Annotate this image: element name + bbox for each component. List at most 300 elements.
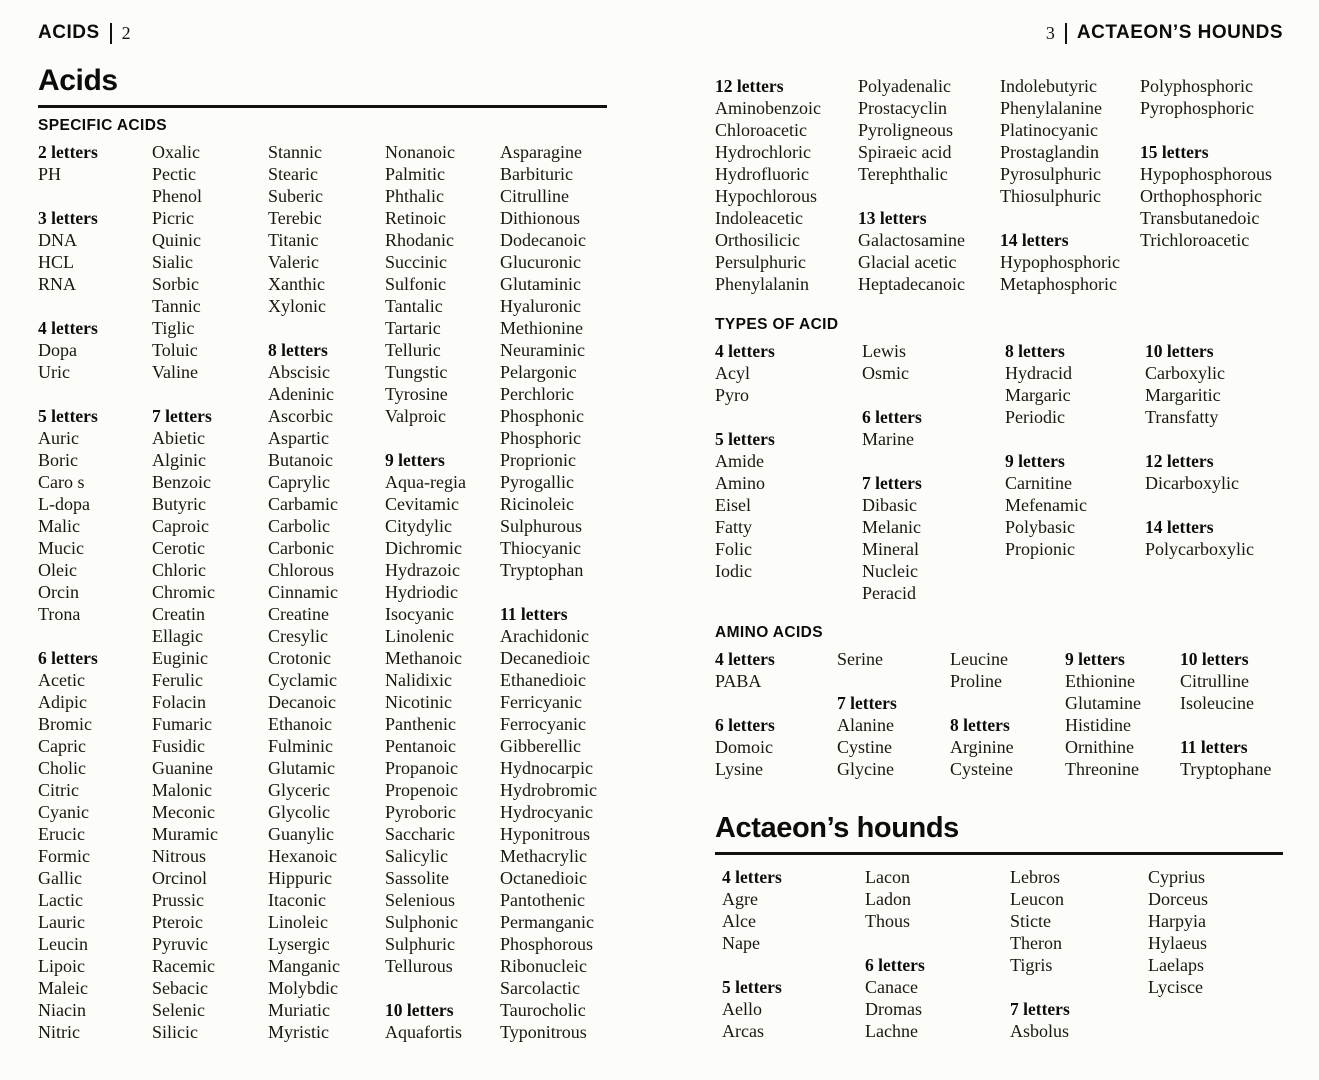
word-entry: Citydylic [385, 516, 452, 536]
word-entry: Cerotic [152, 538, 205, 558]
word-entry: Hexanoic [268, 846, 337, 866]
word-entry: Carbonic [268, 538, 334, 558]
word-entry: Glycolic [268, 802, 330, 822]
word-entry: Prostacyclin [858, 98, 947, 118]
blank-row [862, 450, 1005, 472]
word-entry: Arachidonic [500, 626, 589, 646]
blank-row [500, 581, 610, 603]
word-entry: Stearic [268, 164, 318, 184]
letter-count-heading: 10 letters [1180, 649, 1249, 669]
amino-acids-list [715, 648, 1319, 780]
word-entry: Racemic [152, 956, 215, 976]
word-entry: Pyrophosphoric [1140, 98, 1254, 118]
word-entry: Lebros [1010, 867, 1060, 887]
word-entry: Pteroic [152, 912, 203, 932]
word-entry: Propionic [1005, 539, 1075, 559]
word-entry: Citrulline [500, 186, 569, 206]
word-entry: Abietic [152, 428, 205, 448]
word-entry: Fulminic [268, 736, 334, 756]
word-entry: Theron [1010, 933, 1062, 953]
word-entry: Thous [865, 911, 910, 931]
word-list-column [1010, 866, 1148, 1042]
word-entry: Periodic [1005, 407, 1065, 427]
word-entry: Chloric [152, 560, 206, 580]
right-page-number: 3 [1045, 22, 1055, 43]
letter-count-heading: 14 letters [1145, 517, 1214, 537]
word-entry: Orthosilicic [715, 230, 800, 250]
word-entry: Cyclamic [268, 670, 337, 690]
letter-count-heading: 7 letters [862, 473, 922, 493]
word-entry: Fatty [715, 517, 753, 537]
word-entry: Tigris [1010, 955, 1053, 975]
word-entry: Metaphosphoric [1000, 274, 1117, 294]
word-entry: Sulphuric [385, 934, 455, 954]
word-list-column [1148, 866, 1283, 998]
word-entry: Spiraeic acid [858, 142, 952, 162]
word-entry: Pectic [152, 164, 196, 184]
word-entry: Adipic [38, 692, 87, 712]
word-entry: Ornithine [1065, 737, 1134, 757]
word-entry: Hydrocyanic [500, 802, 593, 822]
word-entry: Cystine [837, 737, 893, 757]
word-entry: HCL [38, 252, 74, 272]
word-entry: Ferricyanic [500, 692, 582, 712]
word-entry: Picric [152, 208, 194, 228]
word-entry: Pantothenic [500, 890, 585, 910]
word-entry: Pyroboric [385, 802, 456, 822]
letter-count-heading: 5 letters [722, 977, 782, 997]
word-entry: Orthophosphoric [1140, 186, 1262, 206]
word-entry: Hyaluronic [500, 296, 581, 316]
word-entry: Decanedioic [500, 648, 590, 668]
word-entry: Lauric [38, 912, 85, 932]
word-entry: Titanic [268, 230, 319, 250]
word-list-column [1180, 648, 1319, 780]
word-entry: Stannic [268, 142, 322, 162]
word-entry: Osmic [862, 363, 909, 383]
blank-row [1000, 207, 1140, 229]
word-entry: Oxalic [152, 142, 200, 162]
word-entry: Panthenic [385, 714, 456, 734]
word-list-column [858, 75, 1000, 295]
letter-count-heading: 6 letters [38, 648, 98, 668]
word-entry: Hylaeus [1148, 933, 1207, 953]
word-entry: Oleic [38, 560, 77, 580]
word-entry: Ferulic [152, 670, 203, 690]
word-entry: Phenol [152, 186, 203, 206]
word-entry: Hypochlorous [715, 186, 817, 206]
word-entry: Molybdic [268, 978, 338, 998]
word-entry: Proprionic [500, 450, 576, 470]
word-list-column [715, 75, 858, 295]
word-entry: Dithionous [500, 208, 581, 228]
specific-acids-list [38, 141, 610, 1043]
word-entry: Hydrazoic [385, 560, 460, 580]
word-entry: RNA [38, 274, 77, 294]
word-entry: Folic [715, 539, 753, 559]
word-entry: Chloroacetic [715, 120, 807, 140]
word-entry: Methacrylic [500, 846, 587, 866]
word-entry: Canace [865, 977, 918, 997]
word-entry: Ferrocyanic [500, 714, 586, 734]
letter-count-heading: 4 letters [38, 318, 98, 338]
word-entry: Cyanic [38, 802, 89, 822]
word-entry: Gibberellic [500, 736, 581, 756]
word-entry: Aminobenzoic [715, 98, 821, 118]
word-entry: Hyponitrous [500, 824, 590, 844]
word-entry: Margaritic [1145, 385, 1221, 405]
word-entry: Sialic [152, 252, 193, 272]
word-entry: Phosphonic [500, 406, 585, 426]
word-entry: Decanoic [268, 692, 336, 712]
word-entry: Sebacic [152, 978, 208, 998]
word-entry: Ribonucleic [500, 956, 587, 976]
word-entry: Pelargonic [500, 362, 577, 382]
word-entry: Mineral [862, 539, 919, 559]
word-entry: Nucleic [862, 561, 918, 581]
word-entry: Typonitrous [500, 1022, 587, 1042]
word-entry: Muriatic [268, 1000, 330, 1020]
letter-count-heading: 8 letters [268, 340, 328, 360]
letter-count-heading: 4 letters [722, 867, 782, 887]
word-entry: Thiosulphuric [1000, 186, 1101, 206]
word-entry: Fusidic [152, 736, 206, 756]
letter-count-heading: 8 letters [950, 715, 1010, 735]
word-entry: Prussic [152, 890, 205, 910]
word-entry: Maleic [38, 978, 88, 998]
letter-count-heading: 10 letters [385, 1000, 454, 1020]
word-entry: Transfatty [1145, 407, 1219, 427]
blank-row [1010, 976, 1148, 998]
word-entry: Arcas [722, 1021, 764, 1041]
blank-row [837, 670, 950, 692]
letter-count-heading: 6 letters [865, 955, 925, 975]
word-entry: Chromic [152, 582, 215, 602]
word-entry: Benzoic [152, 472, 211, 492]
word-entry: Heptadecanoic [858, 274, 965, 294]
actaeons-hounds-list [722, 866, 1283, 1042]
word-entry: Capric [38, 736, 86, 756]
word-entry: Hydrochloric [715, 142, 811, 162]
blank-row [38, 383, 152, 405]
blank-row [722, 954, 865, 976]
word-entry: Asparagine [500, 142, 582, 162]
letter-count-heading: 11 letters [1180, 737, 1248, 757]
word-entry: Dopa [38, 340, 77, 360]
word-entry: Sassolite [385, 868, 450, 888]
word-entry: Galactosamine [858, 230, 965, 250]
word-entry: Sulphurous [500, 516, 583, 536]
word-entry: Nitric [38, 1022, 80, 1042]
word-entry: Hydrofluoric [715, 164, 809, 184]
blank-row [1145, 428, 1295, 450]
word-entry: Mucic [38, 538, 84, 558]
right-running-head [1046, 22, 1283, 44]
word-entry: Myristic [268, 1022, 329, 1042]
letter-count-heading: 7 letters [1010, 999, 1070, 1019]
word-entry: Trona [38, 604, 81, 624]
word-entry: Lactic [38, 890, 83, 910]
right-runhead-title: ACTAEON’S HOUNDS [1076, 22, 1283, 43]
word-entry: Palmitic [385, 164, 445, 184]
word-entry: Hydrobromic [500, 780, 597, 800]
letter-count-heading: 3 letters [38, 208, 98, 228]
word-entry: Caprylic [268, 472, 330, 492]
word-entry: Ethionine [1065, 671, 1135, 691]
word-list-column [152, 141, 268, 1043]
word-entry: Guanine [152, 758, 213, 778]
word-entry: Polyphosphoric [1140, 76, 1254, 96]
word-entry: Chlorous [268, 560, 335, 580]
word-entry: Leucin [38, 934, 88, 954]
blank-row [950, 692, 1065, 714]
word-entry: Methionine [500, 318, 583, 338]
word-entry: Phthalic [385, 186, 444, 206]
word-entry: Margaric [1005, 385, 1071, 405]
word-entry: Sticte [1010, 911, 1051, 931]
word-entry: Carbamic [268, 494, 338, 514]
letter-count-heading: 8 letters [1005, 341, 1065, 361]
word-entry: Glyceric [268, 780, 330, 800]
word-entry: Guanylic [268, 824, 334, 844]
word-entry: DNA [38, 230, 77, 250]
blank-row [715, 406, 862, 428]
blank-row [38, 185, 152, 207]
word-entry: Itaconic [268, 890, 326, 910]
word-entry: Amide [715, 451, 764, 471]
word-entry: Melanic [862, 517, 921, 537]
word-list-column [715, 648, 837, 780]
letter-count-heading: 12 letters [715, 76, 784, 96]
word-entry: Lachne [865, 1021, 918, 1041]
word-entry: Hydnocarpic [500, 758, 593, 778]
word-entry: Propenoic [385, 780, 458, 800]
word-entry: Permanganic [500, 912, 594, 932]
letter-count-heading: 6 letters [715, 715, 775, 735]
word-entry: Formic [38, 846, 90, 866]
word-entry: Xanthic [268, 274, 325, 294]
word-entry: Adeninic [268, 384, 334, 404]
word-entry: Abscisic [268, 362, 330, 382]
word-entry: Threonine [1065, 759, 1139, 779]
word-entry: Creatine [268, 604, 329, 624]
word-list-column [1140, 75, 1290, 251]
word-entry: Platinocyanic [1000, 120, 1098, 140]
word-entry: Malic [38, 516, 80, 536]
word-entry: Tellurous [385, 956, 453, 976]
word-entry: Tiglic [152, 318, 195, 338]
word-entry: PABA [715, 671, 762, 691]
word-entry: Ellagic [152, 626, 203, 646]
word-entry: Hydracid [1005, 363, 1072, 383]
word-entry: Folacin [152, 692, 206, 712]
word-entry: Retinoic [385, 208, 446, 228]
word-entry: Mefenamic [1005, 495, 1087, 515]
word-entry: Prostaglandin [1000, 142, 1099, 162]
runhead-divider [1065, 23, 1067, 44]
word-list-column [500, 141, 610, 1043]
word-entry: Tannic [152, 296, 201, 316]
blank-row [152, 383, 268, 405]
word-entry: Manganic [268, 956, 340, 976]
word-entry: Dicarboxylic [1145, 473, 1239, 493]
word-entry: Domoic [715, 737, 773, 757]
word-entry: Taurocholic [500, 1000, 586, 1020]
letter-count-heading: 5 letters [715, 429, 775, 449]
runhead-divider [110, 23, 112, 44]
word-entry: Telluric [385, 340, 441, 360]
word-entry: Silicic [152, 1022, 198, 1042]
actaeons-hounds-section-title: Actaeon’s hounds [715, 812, 1283, 855]
left-page-number: 2 [121, 22, 131, 43]
word-entry: Ricinoleic [500, 494, 574, 514]
word-entry: Agre [722, 889, 758, 909]
word-entry: Iodic [715, 561, 752, 581]
word-entry: Serine [837, 649, 883, 669]
word-entry: Tungstic [385, 362, 448, 382]
word-entry: Saccharic [385, 824, 455, 844]
word-entry: Nape [722, 933, 760, 953]
word-entry: Nitrous [152, 846, 206, 866]
letter-count-heading: 5 letters [38, 406, 98, 426]
word-entry: Hypophosphoric [1000, 252, 1120, 272]
letter-count-heading: 13 letters [858, 208, 927, 228]
word-entry: Uric [38, 362, 70, 382]
word-entry: Glutaminic [500, 274, 581, 294]
word-entry: Ethanedioic [500, 670, 586, 690]
word-entry: Cholic [38, 758, 86, 778]
letter-count-heading: 9 letters [1065, 649, 1125, 669]
word-entry: Creatin [152, 604, 205, 624]
blank-row [1140, 119, 1290, 141]
types-of-acid-list [715, 340, 1295, 604]
word-list-column [268, 141, 385, 1043]
word-entry: Selenious [385, 890, 455, 910]
word-list-column [865, 866, 1010, 1042]
word-entry: Proline [950, 671, 1002, 691]
word-entry: Sorbic [152, 274, 199, 294]
word-entry: Lysine [715, 759, 763, 779]
letter-count-heading: 2 letters [38, 142, 98, 162]
word-entry: Linolenic [385, 626, 454, 646]
word-list-column [950, 648, 1065, 780]
word-entry: Peracid [862, 583, 916, 603]
word-entry: Caproic [152, 516, 209, 536]
word-entry: Amino [715, 473, 766, 493]
blank-row [38, 295, 152, 317]
blank-row [1005, 428, 1145, 450]
word-entry: Acetic [38, 670, 85, 690]
word-entry: Polycarboxylic [1145, 539, 1254, 559]
blank-row [1180, 714, 1319, 736]
word-entry: Polybasic [1005, 517, 1075, 537]
word-entry: Lacon [865, 867, 910, 887]
word-entry: Caro s [38, 472, 85, 492]
word-entry: Nalidixic [385, 670, 452, 690]
word-list-column [385, 141, 500, 1043]
word-entry: Terebic [268, 208, 322, 228]
word-entry: Boric [38, 450, 78, 470]
letter-count-heading: 7 letters [152, 406, 212, 426]
letter-count-heading: 12 letters [1145, 451, 1214, 471]
word-entry: Aquafortis [385, 1022, 462, 1042]
word-entry: Glutamic [268, 758, 335, 778]
word-entry: Lycisce [1148, 977, 1203, 997]
word-entry: Valine [152, 362, 198, 382]
word-entry: Aello [722, 999, 762, 1019]
word-entry: Pentanoic [385, 736, 456, 756]
word-entry: Carnitine [1005, 473, 1072, 493]
word-entry: Xylonic [268, 296, 326, 316]
letter-count-heading: 11 letters [500, 604, 568, 624]
word-entry: Laelaps [1148, 955, 1204, 975]
word-entry: Harpyia [1148, 911, 1206, 931]
word-entry: Orcin [38, 582, 79, 602]
word-entry: Isocyanic [385, 604, 454, 624]
word-entry: Toluic [152, 340, 198, 360]
word-entry: Phenylalanine [1000, 98, 1102, 118]
word-entry: Erucic [38, 824, 85, 844]
letter-count-heading: 14 letters [1000, 230, 1069, 250]
word-entry: Hypophosphorous [1140, 164, 1273, 184]
word-list-column [722, 866, 865, 1042]
word-entry: Auric [38, 428, 79, 448]
word-entry: Alce [722, 911, 756, 931]
word-entry: Polyadenalic [858, 76, 951, 96]
word-entry: Citrulline [1180, 671, 1249, 691]
word-entry: Butyric [152, 494, 206, 514]
word-entry: Trichloroacetic [1140, 230, 1250, 250]
word-entry: Selenic [152, 1000, 205, 1020]
word-list-column [1065, 648, 1180, 780]
word-entry: Cinnamic [268, 582, 338, 602]
word-entry: Isoleucine [1180, 693, 1254, 713]
letter-count-heading: 4 letters [715, 649, 775, 669]
word-entry: Cresylic [268, 626, 328, 646]
word-entry: Indolebutyric [1000, 76, 1097, 96]
word-entry: Hippuric [268, 868, 332, 888]
word-entry: Eisel [715, 495, 751, 515]
word-entry: Lysergic [268, 934, 330, 954]
word-entry: Pyrogallic [500, 472, 574, 492]
word-entry: Marine [862, 429, 914, 449]
word-entry: Nicotinic [385, 692, 452, 712]
word-entry: Carboxylic [1145, 363, 1225, 383]
word-entry: Persulphuric [715, 252, 806, 272]
word-entry: Sulphonic [385, 912, 459, 932]
word-entry: L-dopa [38, 494, 90, 514]
word-entry: Meconic [152, 802, 215, 822]
specific-acids-label: SPECIFIC ACIDS [38, 117, 168, 134]
word-entry: Tyrosine [385, 384, 448, 404]
word-entry: Leucon [1010, 889, 1064, 909]
word-entry: Dromas [865, 999, 922, 1019]
word-entry: Ascorbic [268, 406, 333, 426]
word-entry: Ethanoic [268, 714, 332, 734]
acids-section-title: Acids [38, 64, 607, 108]
letter-count-heading: 7 letters [837, 693, 897, 713]
word-list-column [1000, 75, 1140, 295]
word-entry: Glycine [837, 759, 894, 779]
letter-count-heading: 6 letters [862, 407, 922, 427]
blank-row [862, 384, 1005, 406]
word-list-column [1145, 340, 1295, 560]
word-list-column [862, 340, 1005, 604]
blank-row [385, 427, 500, 449]
word-entry: Alginic [152, 450, 206, 470]
word-entry: Butanoic [268, 450, 333, 470]
left-runhead-title: ACIDS [38, 22, 100, 43]
